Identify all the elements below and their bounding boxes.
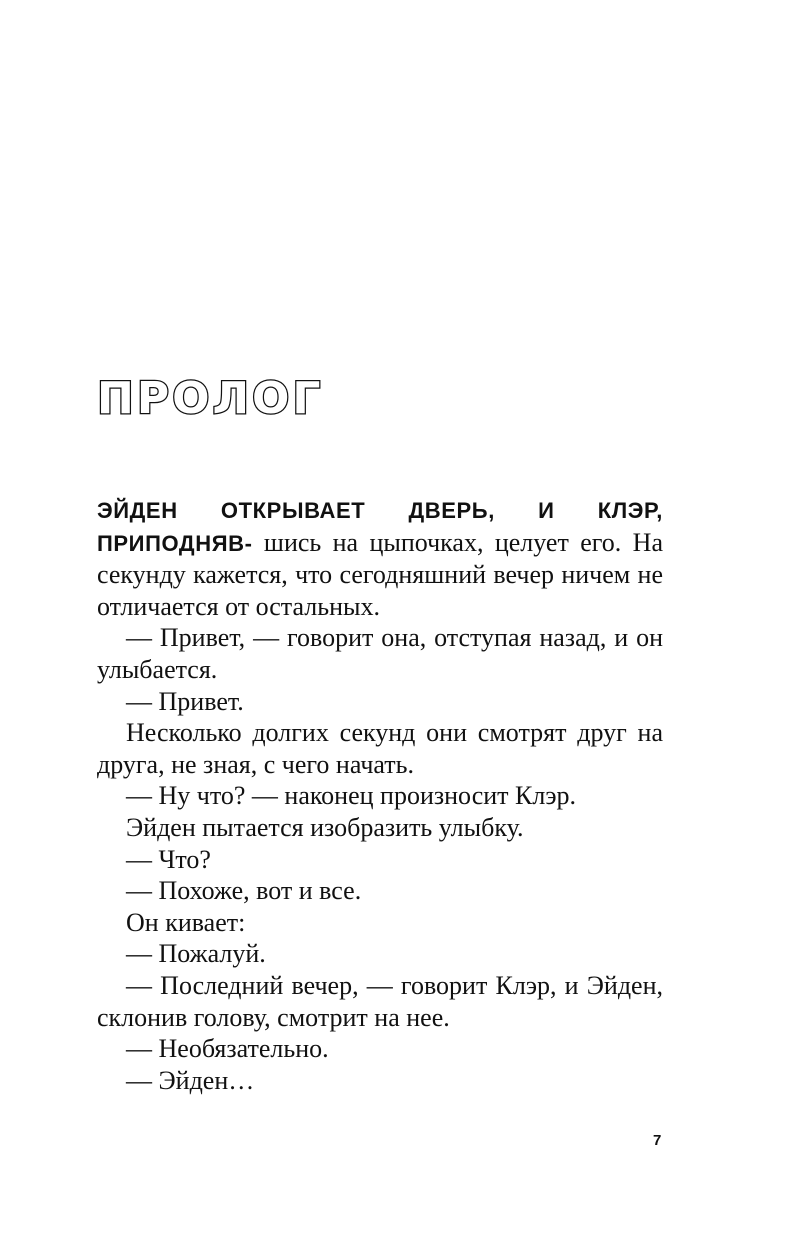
paragraph: — Последний вечер, — говорит Клэр, и Эйден, склонив голову, смотрит на нее. — [97, 970, 663, 1032]
paragraph: Эйден пытается изобразить улыбку. — [126, 812, 524, 842]
paragraph: — Привет, — говорит она, отступая назад, и он улыбается. — [97, 623, 663, 684]
paragraph: — Пожалуй. — [126, 939, 266, 969]
chapter-title: ПРОЛОГ — [97, 373, 324, 424]
text-body — [97, 494, 663, 1096]
lead-rest: шись на цыпочках, целует его. На секунду кажется, что сегодняшний вечер ничем не отличается от остальных. — [97, 527, 663, 621]
paragraph: — Необязательно. — [126, 1034, 329, 1064]
page-number: 7 — [653, 1132, 662, 1149]
paragraph: — Что? — [126, 844, 211, 874]
paragraph: — Эйден… — [126, 1065, 255, 1095]
lead-caps: ЭЙДЕН ОТКРЫВАЕТ ДВЕРЬ, И КЛЭР, ПРИПОДНЯВ- — [97, 498, 663, 556]
paragraph: — Ну что? — наконец произносит Клэр. — [126, 781, 576, 811]
paragraph: — Привет. — [126, 686, 244, 716]
paragraph: Он кивает: — [126, 907, 246, 937]
paragraph: — Похоже, вот и все. — [126, 876, 362, 906]
paragraph: Несколько долгих секунд они смотрят друг на друга, не зная, с чего начать. — [97, 718, 663, 779]
opening-paragraph — [97, 494, 663, 622]
